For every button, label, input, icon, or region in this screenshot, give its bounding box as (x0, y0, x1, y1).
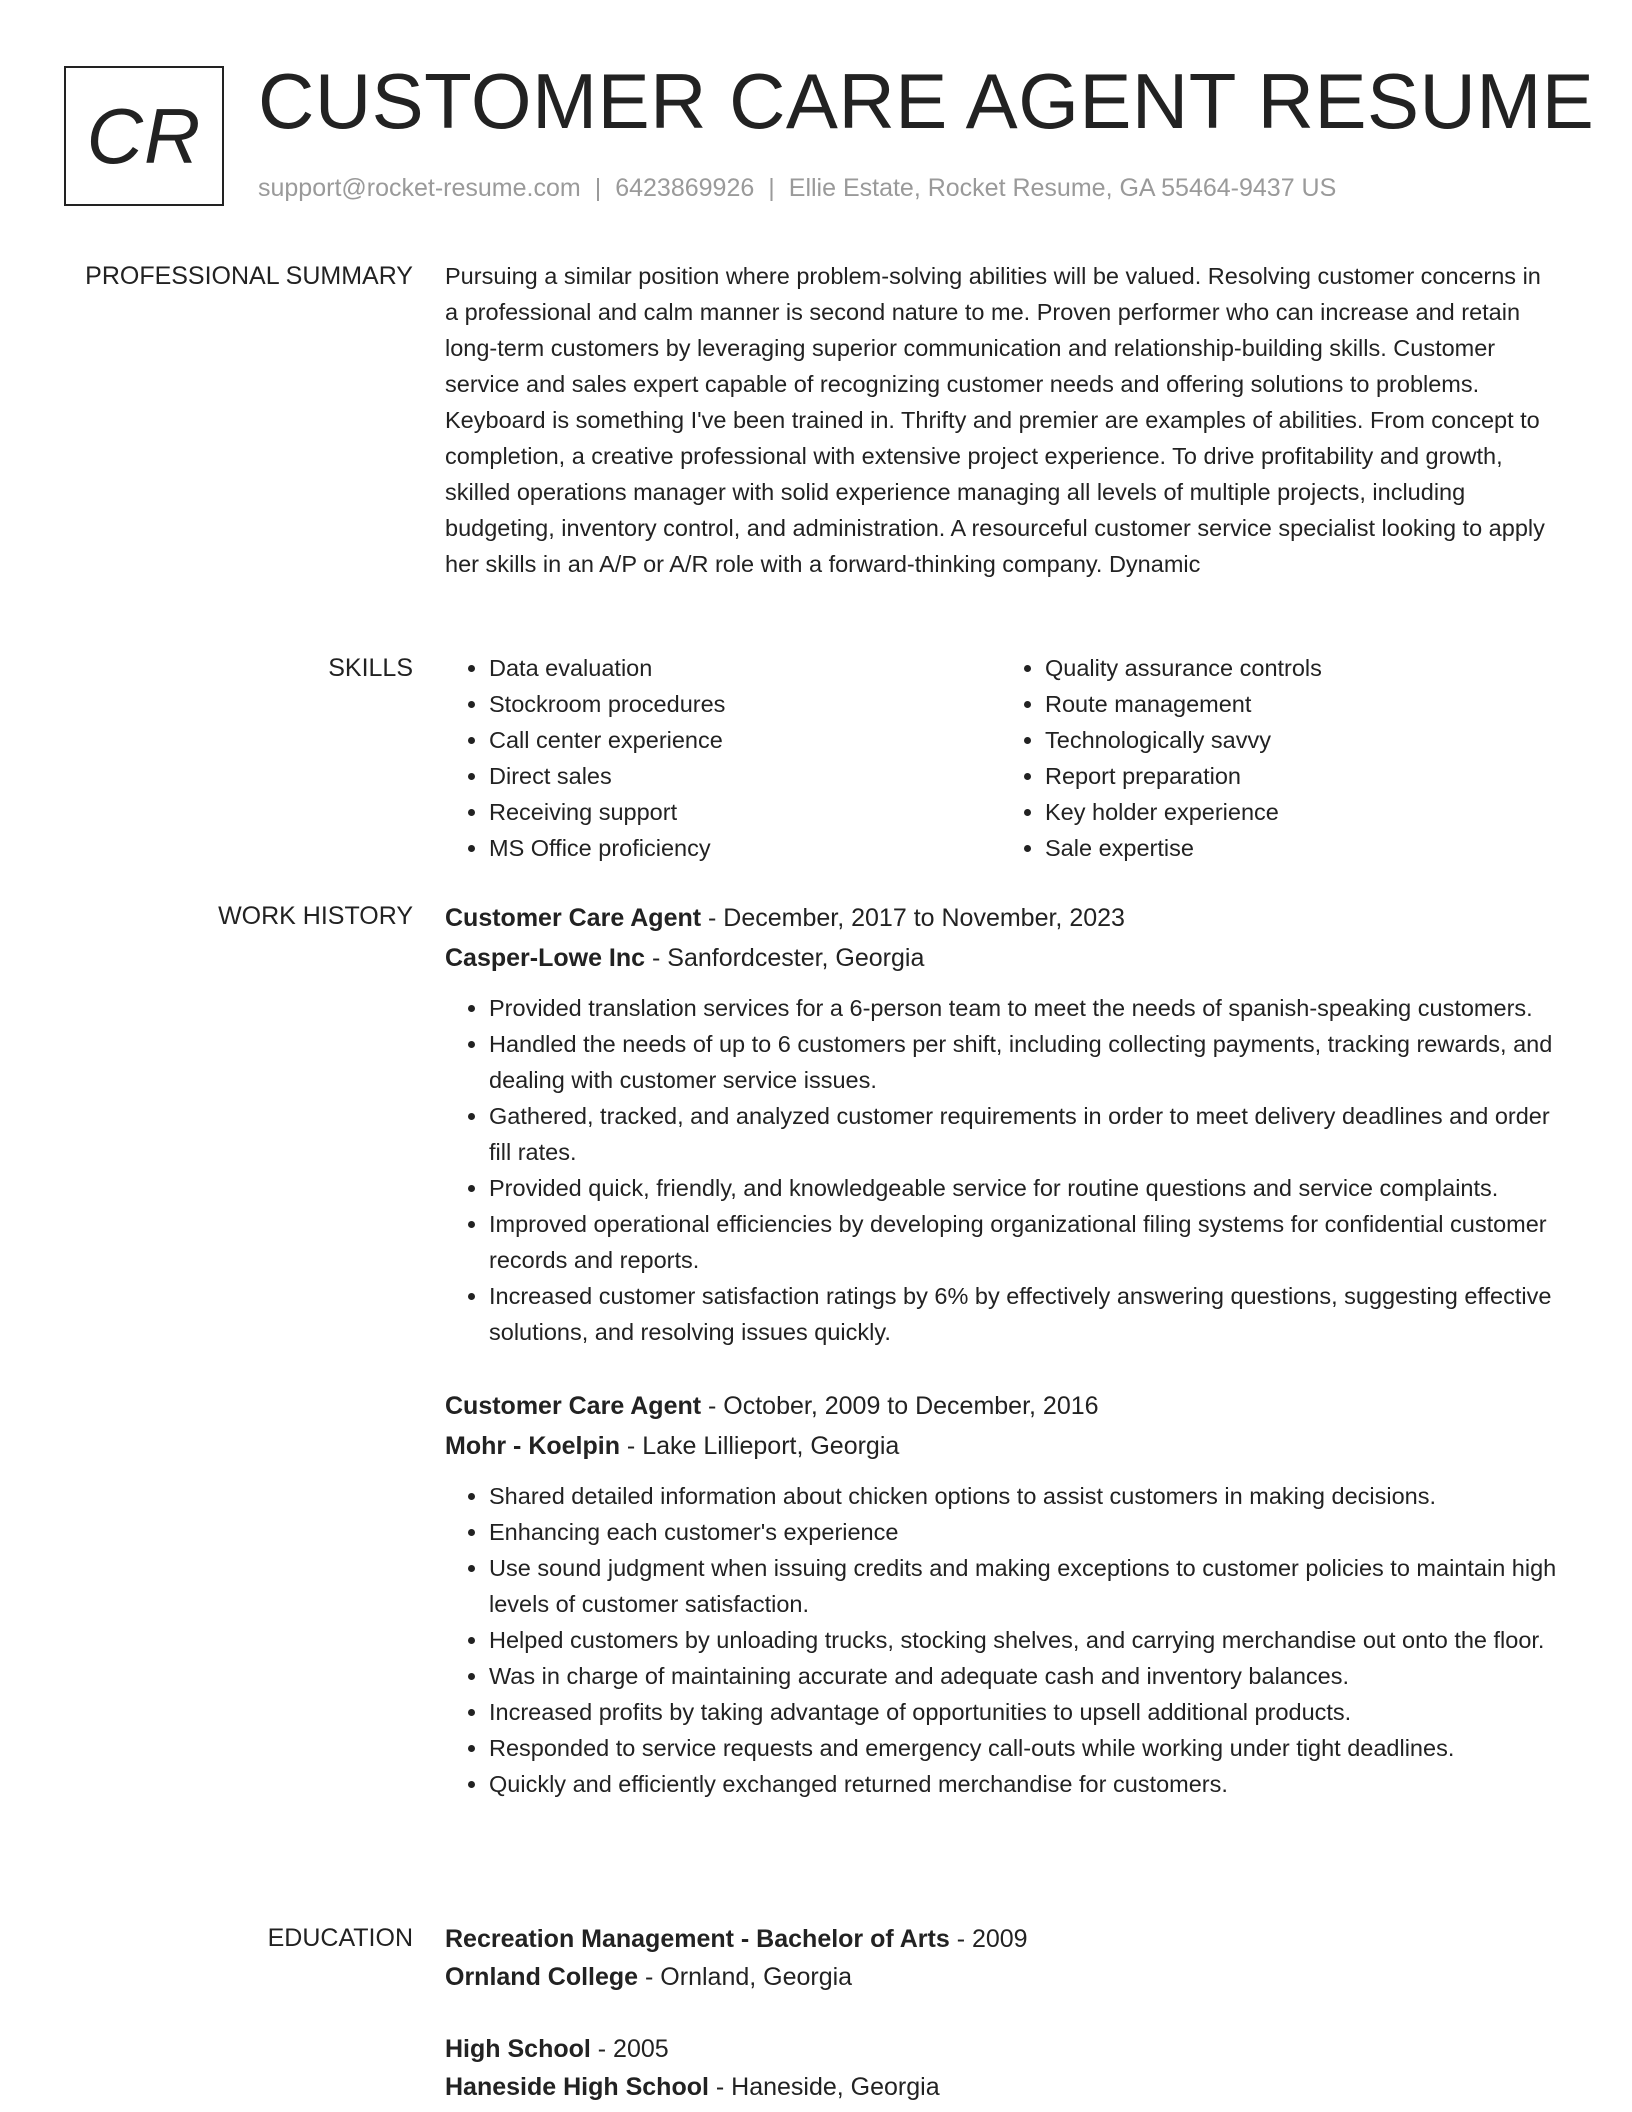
job-title-line (445, 1386, 1557, 1426)
education-school-line (445, 2068, 1557, 2106)
skills-body (445, 650, 1557, 866)
contact-separator: | (768, 174, 775, 202)
job-duty-item: • Quickly and efficiently exchanged returned merchandise for customers. (489, 1766, 1557, 1802)
section-heading-education: EDUCATION (267, 1924, 413, 1952)
page-title: CUSTOMER CARE AGENT RESUME (258, 57, 1595, 145)
job-duty-item: • Improved operational efficiencies by developing organizational filing systems for confidential customer records and reports. (489, 1206, 1557, 1278)
education-year: - 2005 (590, 2035, 669, 2063)
skill-item: • Key holder experience (1045, 794, 1557, 830)
education-school: Haneside High School (445, 2073, 709, 2101)
job-location: - Lake Lillieport, Georgia (619, 1432, 900, 1460)
job-entry (445, 1386, 1557, 1802)
job-company-line (445, 938, 1557, 978)
skills-columns (445, 650, 1557, 866)
skill-item: • Direct sales (489, 758, 1001, 794)
work-history-body (445, 898, 1557, 1802)
summary-body (445, 258, 1557, 582)
job-entry (445, 898, 1557, 1350)
job-duty-item: • Use sound judgment when issuing credits and making exceptions to customer policies to maintain high levels of customer satisfaction. (489, 1550, 1557, 1622)
education-entry (445, 2030, 1557, 2106)
job-company: Mohr - Koelpin (445, 1432, 620, 1460)
education-degree-line (445, 2030, 1557, 2068)
skill-item: • Route management (1045, 686, 1557, 722)
job-dates: - October, 2009 to December, 2016 (701, 1392, 1099, 1420)
job-duty-item: • Shared detailed information about chicken options to assist customers in making decisions. (489, 1478, 1557, 1514)
job-duty-item: • Responded to service requests and emergency call-outs while working under tight deadlines. (489, 1730, 1557, 1766)
skills-list-left (445, 650, 1001, 866)
education-school: Ornland College (445, 1963, 639, 1991)
skill-item: • Report preparation (1045, 758, 1557, 794)
job-duty-item: • Handled the needs of up to 6 customers per shift, including collecting payments, tracking rewards, and dealing with customer service issues. (489, 1026, 1557, 1098)
education-entry (445, 1920, 1557, 1996)
skill-item: • Call center experience (489, 722, 1001, 758)
summary-text: Pursuing a similar position where problem-solving abilities will be valued. Resolving customer concerns in a professional and calm manner is second nature to me. Proven performer who can increase and retain long-term customers by leveraging superior communication and relationship-building skills. Customer service and sales expert capable of recognizing customer needs and offering solutions to problems. Keyboard is something I've been trained in. Thrifty and premier are examples of abilities. From concept to completion, a creative professional with extensive project experience. To drive profitability and growth, skilled operations manager with solid experience managing all levels of multiple projects, including budgeting, inventory control, and administration. A resourceful customer service specialist looking to apply her skills in an A/P or A/R role with a forward-thinking company. Dynamic (445, 263, 1545, 577)
education-location: - Ornland, Georgia (638, 1963, 853, 1991)
skill-item: • Data evaluation (489, 650, 1001, 686)
skill-item: • MS Office proficiency (489, 830, 1001, 866)
job-duties-list (445, 990, 1557, 1350)
job-title-line (445, 898, 1557, 938)
contact-address: Ellie Estate, Rocket Resume, GA 55464-9437 US (788, 174, 1337, 202)
education-year: - 2009 (949, 1925, 1028, 1953)
job-duty-item: • Enhancing each customer's experience (489, 1514, 1557, 1550)
job-duty-item: • Gathered, tracked, and analyzed customer requirements in order to meet delivery deadlines and order fill rates. (489, 1098, 1557, 1170)
skill-item: • Stockroom procedures (489, 686, 1001, 722)
skill-item: • Quality assurance controls (1045, 650, 1557, 686)
job-title: Customer Care Agent (445, 1392, 702, 1420)
job-duty-item: • Increased profits by taking advantage of opportunities to upsell additional products. (489, 1694, 1557, 1730)
skill-item: • Technologically savvy (1045, 722, 1557, 758)
education-body (445, 1920, 1557, 2106)
contact-phone: 6423869926 (615, 174, 755, 202)
job-location: - Sanfordcester, Georgia (645, 944, 925, 972)
contact-line (258, 174, 1336, 203)
job-duty-item: • Was in charge of maintaining accurate and adequate cash and inventory balances. (489, 1658, 1557, 1694)
contact-email: support@rocket-resume.com (258, 174, 581, 202)
job-company: Casper-Lowe Inc (445, 944, 646, 972)
job-duty-item: • Increased customer satisfaction ratings by 6% by effectively answering questions, suggesting effective solutions, and resolving issues quickly. (489, 1278, 1557, 1350)
education-degree: Recreation Management - Bachelor of Arts (445, 1925, 950, 1953)
education-degree-line (445, 1920, 1557, 1958)
job-dates: - December, 2017 to November, 2023 (701, 904, 1125, 932)
job-duty-item: • Helped customers by unloading trucks, stocking shelves, and carrying merchandise out onto the floor. (489, 1622, 1557, 1658)
education-location: - Haneside, Georgia (708, 2073, 940, 2101)
monogram-logo: CR (64, 66, 224, 206)
job-duty-item: • Provided quick, friendly, and knowledgeable service for routine questions and service complaints. (489, 1170, 1557, 1206)
education-school-line (445, 1958, 1557, 1996)
job-title: Customer Care Agent (445, 904, 702, 932)
job-company-line (445, 1426, 1557, 1466)
skills-list-right (1001, 650, 1557, 866)
education-degree: High School (445, 2035, 591, 2063)
skill-item: • Sale expertise (1045, 830, 1557, 866)
skill-item: • Receiving support (489, 794, 1001, 830)
section-heading-work-history: WORK HISTORY (218, 902, 413, 930)
section-heading-summary: PROFESSIONAL SUMMARY (85, 262, 413, 290)
contact-separator: | (594, 174, 602, 202)
job-duty-item: • Provided translation services for a 6-person team to meet the needs of spanish-speaking customers. (489, 990, 1557, 1026)
job-duties-list (445, 1478, 1557, 1802)
section-heading-skills: SKILLS (328, 654, 413, 682)
